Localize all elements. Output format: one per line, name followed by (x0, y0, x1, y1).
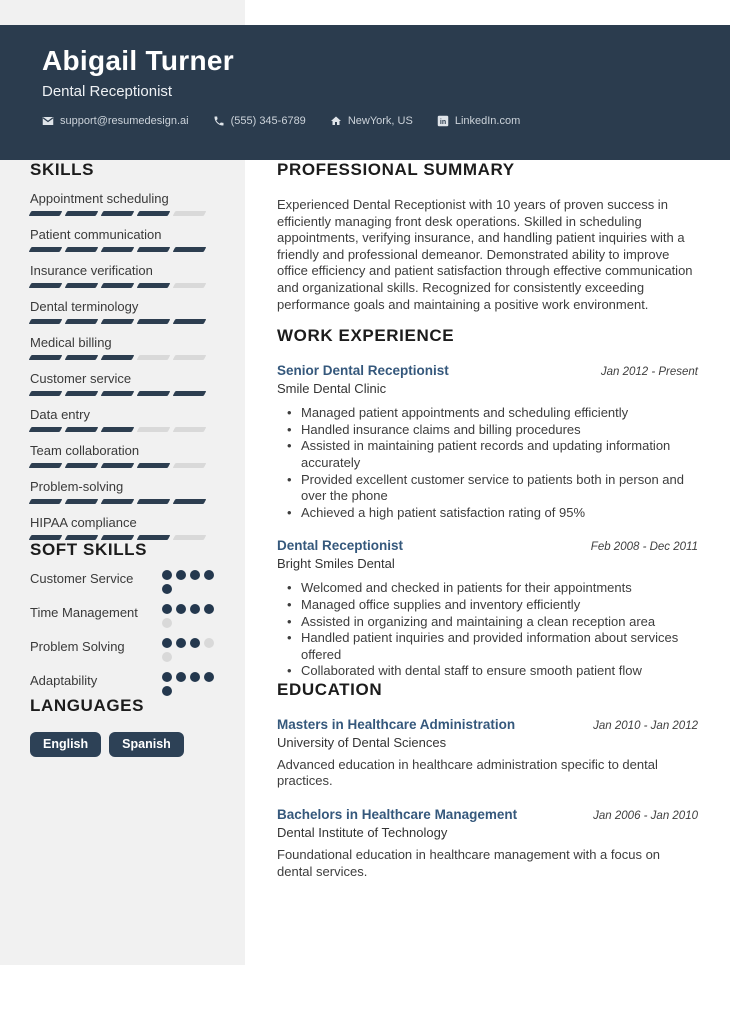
job-bullet: • Provided excellent customer service to patients both in person and over the phone (285, 472, 698, 505)
languages-list (30, 732, 216, 757)
job-entry-head (277, 363, 698, 378)
skill-bar-segment (65, 319, 99, 324)
soft-skill-dot (204, 672, 214, 682)
skill-bar-segment (101, 427, 135, 432)
soft-skill-name: Adaptability (30, 673, 98, 688)
skill-bar-segment (173, 283, 207, 288)
soft-skill-dot (190, 570, 200, 580)
skill-level-bar (30, 319, 216, 324)
soft-skill-dot (176, 604, 186, 614)
contact-item[interactable] (330, 115, 413, 127)
job-bullet: • Managed patient appointments and scheduling efficiently (285, 405, 698, 422)
skill-bar-segment (65, 355, 99, 360)
job-bullet: • Achieved a high patient satisfaction rating of 95% (285, 505, 698, 522)
skill-bar-segment (29, 283, 63, 288)
skill-level-bar (30, 499, 216, 504)
resume-header (0, 25, 730, 160)
school-name: Dental Institute of Technology (277, 825, 448, 841)
soft-skill-dot (204, 638, 214, 648)
skill-item (30, 407, 216, 432)
skill-bar-segment (65, 427, 99, 432)
skill-name: Dental terminology (30, 299, 139, 314)
soft-skill-item (30, 672, 216, 696)
job-bullet: • Assisted in maintaining patient records and updating information accurately (285, 438, 698, 471)
skill-item (30, 299, 216, 324)
skill-bar-segment (29, 427, 63, 432)
soft-skill-dot (162, 604, 172, 614)
email-icon (42, 115, 54, 127)
contact-item[interactable] (42, 115, 189, 127)
soft-skill-dot (162, 618, 172, 628)
skill-bar-segment (101, 499, 135, 504)
soft-skill-dot (162, 686, 172, 696)
soft-skill-dots (162, 570, 216, 594)
home-icon (330, 115, 342, 127)
soft-skill-dot (204, 604, 214, 614)
skill-bar-segment (65, 499, 99, 504)
skill-name: HIPAA compliance (30, 515, 137, 530)
skill-bar-segment (65, 535, 99, 540)
soft-skill-name: Customer Service (30, 571, 134, 586)
skill-item (30, 191, 216, 216)
skill-bar-segment (137, 391, 171, 396)
skill-item (30, 227, 216, 252)
education-dates: Jan 2006 - Jan 2010 (593, 810, 698, 823)
job-title: Dental Receptionist (277, 538, 404, 554)
skill-bar-segment (29, 319, 63, 324)
skill-level-bar (30, 211, 216, 216)
experience-section-title: WORK EXPERIENCE (277, 326, 455, 346)
contact-item[interactable] (437, 115, 520, 127)
person-name: Abigail Turner (42, 45, 234, 76)
skill-bar-segment (101, 283, 135, 288)
job-entry (277, 538, 698, 680)
education-entry (277, 717, 698, 790)
soft-skill-item (30, 638, 216, 662)
job-entry (277, 363, 698, 521)
skill-name: Data entry (30, 407, 90, 422)
main-column (277, 160, 698, 880)
skill-bar-segment (137, 355, 171, 360)
soft-skill-dot (176, 570, 186, 580)
skill-level-bar (30, 247, 216, 252)
svg-text:in: in (439, 118, 446, 126)
skill-bar-segment (29, 535, 63, 540)
skill-bar-segment (101, 355, 135, 360)
linkedin-icon (437, 115, 449, 127)
skill-bar-segment (173, 391, 207, 396)
skill-name: Patient communication (30, 227, 162, 242)
skill-bar-segment (137, 247, 171, 252)
skill-item (30, 515, 216, 540)
contact-text: support@resumedesign.ai (60, 115, 189, 127)
skill-bar-segment (137, 283, 171, 288)
contact-text: NewYork, US (347, 115, 413, 127)
soft-skills-list (30, 570, 216, 696)
education-section-title: EDUCATION (277, 679, 383, 699)
degree-title: Masters in Healthcare Administration (277, 716, 516, 732)
skill-bar-segment (173, 427, 207, 432)
soft-skill-dot (162, 584, 172, 594)
soft-skill-dot (190, 604, 200, 614)
education-list (277, 717, 698, 880)
soft-skill-item (30, 570, 216, 594)
summary-text: Experienced Dental Receptionist with 10 years of proven success in efficiently managing front desk operations. Skilled in scheduling appointments, verifying insurance, and handling patient inquiries with a friendly and professional demeanor. Demonstrated ability to improve office efficiency and patient satisfaction through effective communication and organizational skills. Recognized for consistently exceeding performance goals and maintaining a positive work environment. (277, 197, 693, 312)
skill-level-bar (30, 391, 216, 396)
job-dates: Jan 2012 - Present (600, 366, 698, 379)
skill-bar-segment (65, 283, 99, 288)
soft-skill-dot (176, 638, 186, 648)
skill-bar-segment (29, 247, 63, 252)
person-job-title: Dental Receptionist (42, 83, 173, 100)
skill-bar-segment (137, 211, 171, 216)
skill-bar-segment (29, 499, 63, 504)
job-company: Smile Dental Clinic (277, 381, 387, 397)
skill-bar-segment (101, 463, 135, 468)
skill-item (30, 335, 216, 360)
skill-bar-segment (29, 391, 63, 396)
job-bullet: • Handled patient inquiries and provided information about services offered (285, 630, 698, 663)
skill-bar-segment (173, 319, 207, 324)
skill-level-bar (30, 463, 216, 468)
soft-skill-dot (162, 638, 172, 648)
soft-skill-dot (190, 672, 200, 682)
skill-item (30, 479, 216, 504)
phone-icon (213, 115, 225, 127)
soft-skill-name: Time Management (30, 605, 138, 620)
skills-list (30, 191, 216, 540)
contact-row (42, 115, 730, 127)
skill-bar-segment (101, 319, 135, 324)
contact-text: LinkedIn.com (454, 115, 521, 127)
skill-bar-segment (137, 499, 171, 504)
job-bullets (285, 405, 698, 521)
skill-bar-segment (173, 535, 207, 540)
skill-bar-segment (137, 463, 171, 468)
education-description: Foundational education in healthcare management with a focus on dental services. (277, 847, 661, 879)
skill-bar-segment (29, 211, 63, 216)
skill-name: Medical billing (30, 335, 112, 350)
skill-bar-segment (173, 355, 207, 360)
degree-title: Bachelors in Healthcare Management (277, 807, 518, 823)
job-bullet: • Managed office supplies and inventory efficiently (285, 597, 698, 614)
skill-level-bar (30, 535, 216, 540)
skill-name: Team collaboration (30, 443, 140, 458)
skill-item (30, 443, 216, 468)
soft-skill-item (30, 604, 216, 628)
skill-name: Problem-solving (30, 479, 124, 494)
soft-skill-dot (204, 570, 214, 580)
contact-item[interactable] (213, 115, 306, 127)
skill-bar-segment (101, 247, 135, 252)
soft-skill-dot (162, 570, 172, 580)
job-bullet: • Handled insurance claims and billing procedures (285, 422, 698, 439)
language-pill: English (30, 732, 101, 757)
skill-bar-segment (29, 355, 63, 360)
soft-skill-dots (162, 672, 216, 696)
education-entry-head (277, 717, 698, 732)
skill-item (30, 371, 216, 396)
skill-name: Insurance verification (30, 263, 153, 278)
soft-skill-dots (162, 604, 216, 628)
soft-skill-name: Problem Solving (30, 639, 125, 654)
skill-bar-segment (173, 499, 207, 504)
education-entry-head (277, 807, 698, 822)
soft-skill-dot (162, 672, 172, 682)
skill-bar-segment (65, 391, 99, 396)
languages-section-title: LANGUAGES (30, 696, 145, 715)
skill-bar-segment (173, 211, 207, 216)
education-dates: Jan 2010 - Jan 2012 (593, 719, 698, 732)
job-company: Bright Smiles Dental (277, 556, 395, 572)
school-name: University of Dental Sciences (277, 734, 447, 750)
job-bullets (285, 580, 698, 680)
contact-text: (555) 345-6789 (230, 115, 306, 127)
soft-skill-dot (190, 638, 200, 648)
skill-bar-segment (173, 463, 207, 468)
skill-bar-segment (137, 427, 171, 432)
soft-skill-dots (162, 638, 216, 662)
skill-bar-segment (137, 319, 171, 324)
skill-level-bar (30, 427, 216, 432)
summary-section-title: PROFESSIONAL SUMMARY (277, 160, 515, 179)
soft-skill-dot (162, 652, 172, 662)
skill-level-bar (30, 283, 216, 288)
job-entry-head (277, 538, 698, 553)
skill-bar-segment (65, 463, 99, 468)
skill-bar-segment (137, 535, 171, 540)
soft-skills-section-title: SOFT SKILLS (30, 540, 148, 559)
skills-section-title: SKILLS (30, 160, 95, 179)
skill-bar-segment (101, 211, 135, 216)
jobs-list (277, 363, 698, 680)
job-dates: Feb 2008 - Dec 2011 (590, 541, 698, 554)
skill-name: Customer service (30, 371, 132, 386)
skill-bar-segment (101, 535, 135, 540)
skill-item (30, 263, 216, 288)
job-bullet: • Assisted in organizing and maintaining a clean reception area (285, 614, 698, 631)
skill-bar-segment (65, 211, 99, 216)
education-description: Advanced education in healthcare administration specific to dental practices. (277, 756, 658, 789)
job-bullet: • Welcomed and checked in patients for their appointments (285, 580, 698, 597)
education-entry (277, 807, 698, 880)
skill-bar-segment (101, 391, 135, 396)
skill-bar-segment (173, 247, 207, 252)
skill-name: Appointment scheduling (30, 191, 169, 206)
job-bullet: • Collaborated with dental staff to ensure smooth patient flow (285, 663, 698, 680)
left-sidebar (30, 160, 216, 757)
job-title: Senior Dental Receptionist (277, 363, 449, 379)
skill-bar-segment (65, 247, 99, 252)
soft-skill-dot (176, 672, 186, 682)
language-pill: Spanish (109, 732, 184, 757)
skill-bar-segment (29, 463, 63, 468)
skill-level-bar (30, 355, 216, 360)
